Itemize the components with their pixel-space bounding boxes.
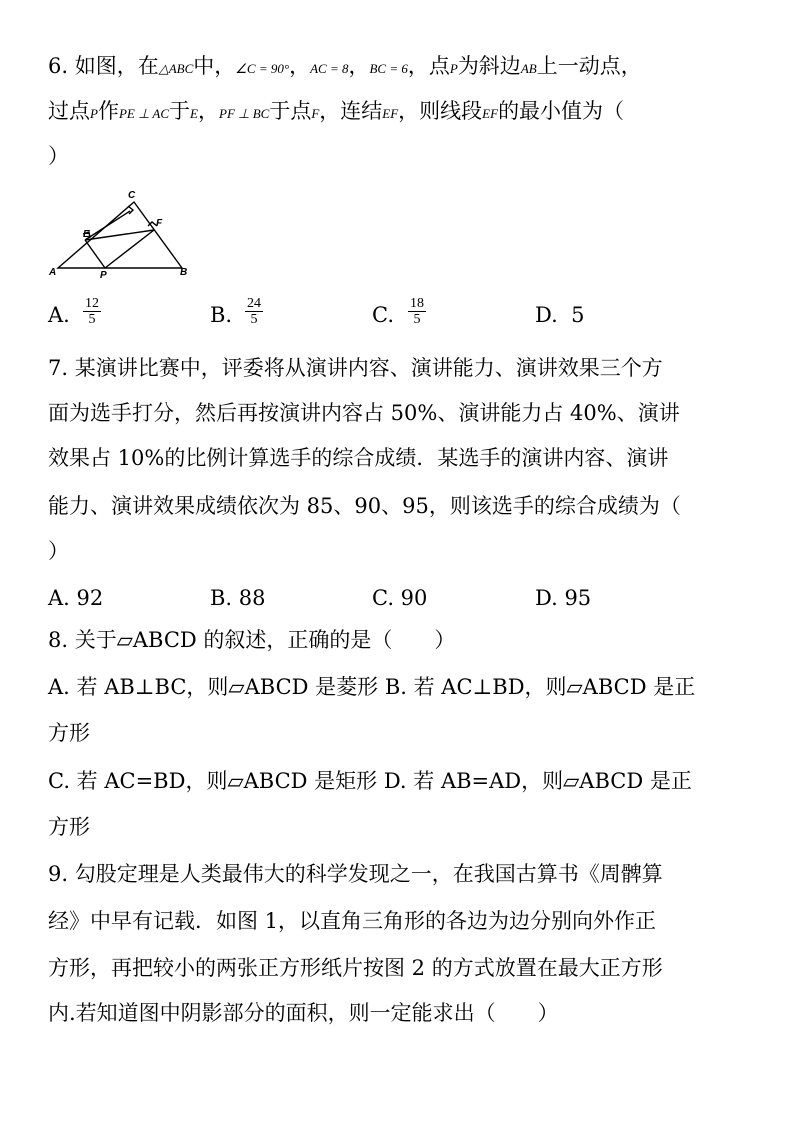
- q7-line-4: 能力、演讲效果成绩依次为 85、90、95，则该选手的综合成绩为（: [48, 494, 681, 518]
- math-bc: BC = 6: [369, 61, 408, 76]
- label-b: B: [180, 267, 188, 278]
- q6-option-a-fraction: $\frac{12}{5}$: [85, 296, 99, 327]
- q7-option-b: B. 88: [210, 586, 266, 610]
- q8-line-5: 方形: [48, 815, 90, 839]
- math-pe-perp-ac: PE ⊥ AC: [118, 106, 170, 121]
- math-pf-perp-bc: PF ⊥ BC: [219, 106, 270, 121]
- q6-option-b: B.: [210, 303, 233, 327]
- q9-line-2: 经》中早有记载．如图 1，以直角三角形的各边为边分别向外作正: [48, 909, 657, 933]
- math-angle-c: ∠C = 90°: [235, 61, 290, 76]
- q6-line-2: 过点P作PE ⊥ AC于E，PF ⊥ BC于点F，连结EF，则线段EF的最小值为（: [48, 99, 625, 123]
- q6-option-d: D. 5: [535, 303, 585, 327]
- q7-option-a: A. 92: [48, 586, 104, 610]
- q7-line-5: ）: [48, 539, 69, 563]
- q7-line-3: 效果占 10%的比例计算选手的综合成绩．某选手的演讲内容、演讲: [48, 446, 669, 470]
- label-f: F: [156, 218, 163, 229]
- q9-line-4: 内.若知道图中阴影部分的面积，则一定能求出（ ）: [48, 1001, 559, 1025]
- math-ab: AB: [520, 61, 537, 76]
- segment-pe: [85, 240, 105, 268]
- q8-line-4: C. 若 AC=BD，则▱ABCD 是矩形 D. 若 AB=AD，则▱ABCD 是正: [48, 769, 692, 793]
- math-ac: AC = 8: [310, 61, 349, 76]
- q9-line-3: 方形，再把较小的两张正方形纸片按图 2 的方式放置在最大正方形: [48, 956, 663, 980]
- q7-line-2: 面为选手打分，然后再按演讲内容占 50%、演讲能力占 40%、演讲: [48, 401, 680, 425]
- right-angle-c: [128, 206, 133, 214]
- q6-option-c-fraction: $\frac{18}{5}$: [410, 296, 424, 327]
- math-p: P: [449, 61, 458, 76]
- math-triangle-abc: △ABC: [158, 61, 194, 76]
- triangle-figure: [44, 186, 200, 280]
- q6-line-3: ）: [48, 144, 69, 168]
- label-c: C: [128, 190, 136, 201]
- q8-line-3: 方形: [48, 721, 90, 745]
- q7-option-c: C. 90: [372, 586, 428, 610]
- q9-line-1: 9. 勾股定理是人类最伟大的科学发现之一，在我国古算书《周髀算: [48, 862, 663, 886]
- q8-line-2: A. 若 AB⊥BC，则▱ABCD 是菱形 B. 若 AC⊥BD，则▱ABCD 是正: [48, 675, 696, 699]
- q6-option-a: A.: [48, 303, 70, 327]
- q7-option-d: D. 95: [535, 586, 592, 610]
- label-p: P: [100, 270, 107, 280]
- q6-line-1: 6. 如图，在△ABC中，∠C = 90°，AC = 8，BC = 6，点P为斜边AB上一动点，: [48, 54, 642, 78]
- label-e: E: [83, 229, 90, 240]
- segment-ef-parallel: [85, 211, 130, 240]
- q6-option-c: C.: [372, 303, 394, 327]
- q7-line-1: 7. 某演讲比赛中，评委将从演讲内容、演讲能力、演讲效果三个方: [48, 356, 663, 380]
- q8-line-1: 8. 关于▱ABCD 的叙述，正确的是（ ）: [48, 628, 456, 652]
- label-a: A: [49, 267, 57, 278]
- q6-option-b-fraction: $\frac{24}{5}$: [247, 296, 261, 327]
